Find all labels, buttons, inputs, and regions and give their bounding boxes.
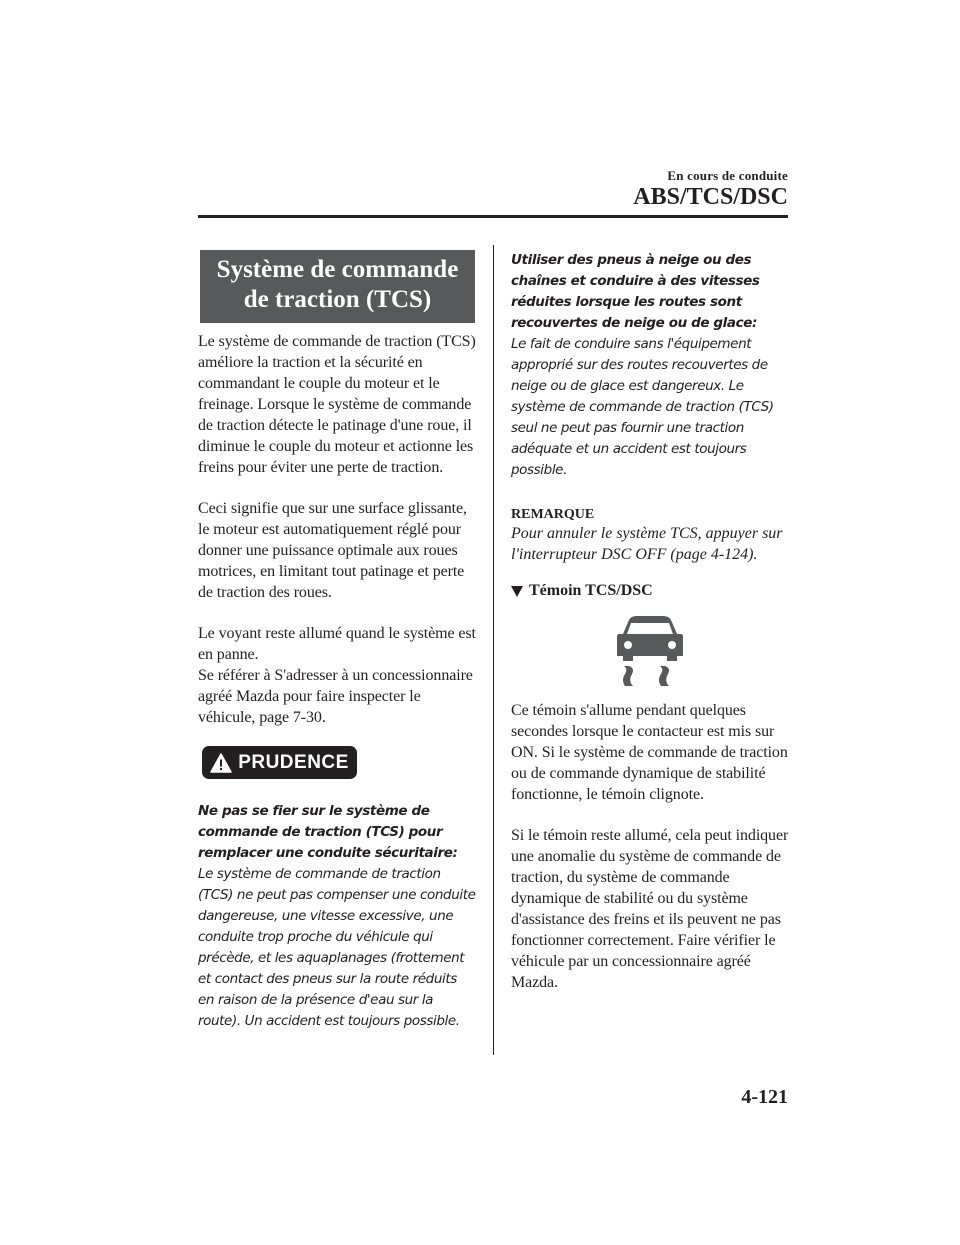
column-divider — [493, 245, 494, 1055]
down-triangle-icon — [511, 586, 523, 597]
caution-label: PRUDENCE — [238, 751, 349, 773]
note-label: REMARQUE — [511, 507, 595, 522]
right-column — [511, 250, 789, 993]
page-number: 4-121 — [741, 1086, 788, 1108]
header-title: ABS/TCS/DSC — [633, 184, 788, 210]
indicator-on-paragraph: Ce témoin s'allume pendant quelques secondes lorsque le contacteur est mis sur ON. Si le système de commande de traction ou de commande dynamique de stabilité fonctionne, le témoin clignote. — [511, 702, 788, 803]
indicator-heading — [511, 582, 789, 600]
indicator-heading-text: Témoin TCS/DSC — [529, 582, 653, 599]
header-subtitle: En cours de conduite — [667, 168, 788, 183]
caution-banner — [202, 746, 357, 779]
tcs-dsc-skid-car-icon — [615, 614, 685, 690]
caution-warning-1-text: Le système de commande de traction (TCS) ne peut pas compenser une conduite dangereuse, une vitesse excessive, une conduite trop proche du véhicule qui précède, et les aquaplanages (frottement et contact des pneus sur la route réduits en raison de la présence d'eau sur la route). Un accident est toujours possible. — [198, 866, 476, 1029]
warning-triangle-icon — [210, 753, 232, 773]
indicator-fault-paragraph: Si le témoin reste allumé, cela peut indiquer une anomalie du système de commande de traction, du système de commande dynamique de stabilité ou du système d'assistance des freins et ils peuvent ne pas fonctionner correctement. Faire vérifier le véhicule par un concessionnaire agréé Mazda. — [511, 827, 789, 991]
slippery-surface-paragraph: Ceci signifie que sur une surface glissante, le moteur est automatiquement réglé pour donner une puissance optimale aux roues motrices, en limitant tout patinage et perte de traction des roues. — [198, 500, 467, 601]
malfunction-paragraph: Le voyant reste allumé quand le système est en panne. — [198, 625, 476, 663]
caution-warning-1-heading: Ne pas se fier sur le système de commande de traction (TCS) pour remplacer une conduite sécuritaire: — [198, 803, 458, 861]
intro-paragraph: Le système de commande de traction (TCS) améliore la traction et la sécurité en commandant le couple du moteur et le freinage. Lorsque le système de commande de traction détecte le patinage d'une roue, il diminue le couple du moteur et actionne les freins pour éviter une perte de traction. — [198, 333, 476, 476]
caution-warning-2-text: Le fait de conduire sans l'équipement approprié sur des routes recouvertes de neige ou de glace est dangereux. Le système de commande de traction (TCS) seul ne peut pas fournir une traction adéquate et un accident est toujours possible. — [511, 336, 774, 478]
left-column — [198, 250, 476, 1032]
indicator-lamp — [615, 614, 685, 690]
header-rule — [198, 215, 788, 218]
note-text: Pour annuler le système TCS, appuyer sur l'interrupteur DSC OFF (page 4-124). — [511, 525, 783, 563]
caution-warning-2-heading: Utiliser des pneus à neige ou des chaînes et conduire à des vitesses réduites lorsque les routes sont recouvertes de neige ou de glace: — [511, 252, 760, 331]
section-title: Système de commande de traction (TCS) — [200, 250, 475, 323]
dealer-reference-paragraph: Se référer à S'adresser à un concessionnaire agréé Mazda pour faire inspecter le véhicule, page 7-30. — [198, 667, 473, 726]
